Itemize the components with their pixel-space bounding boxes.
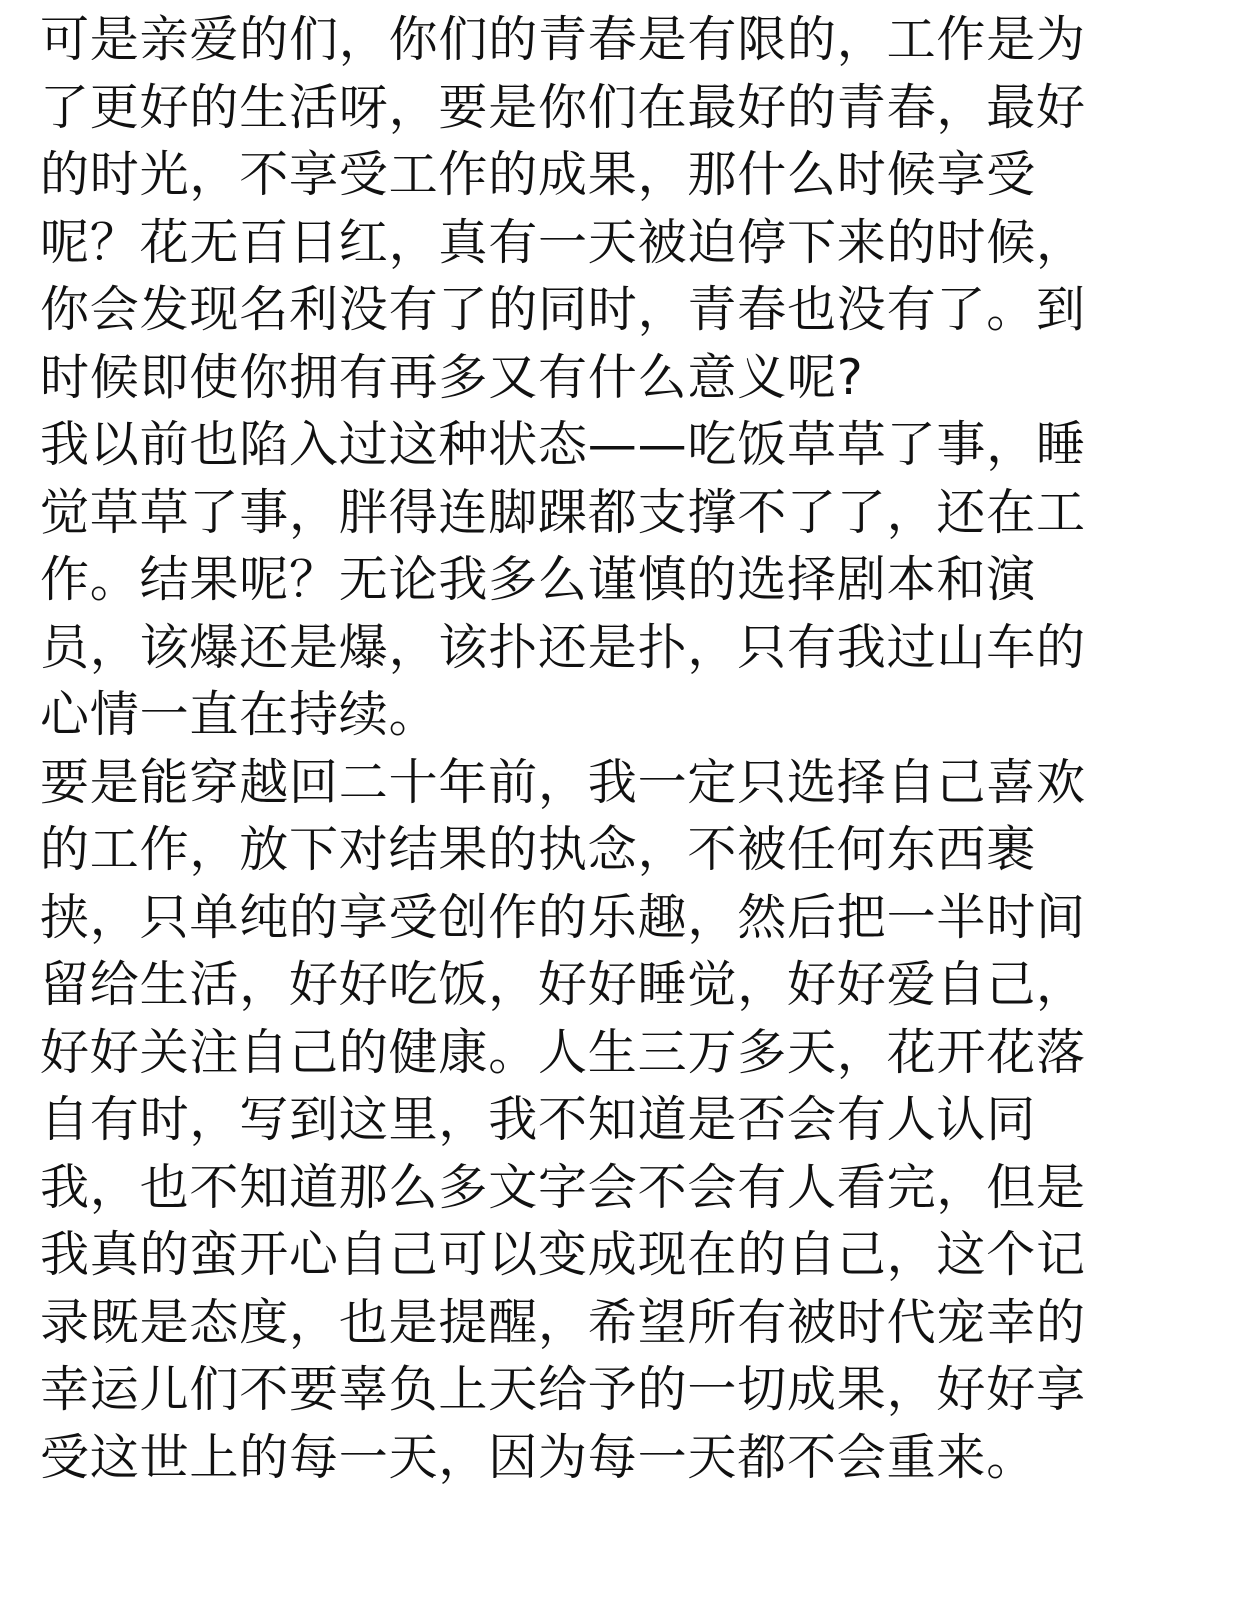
text-line: 我真的蛮开心自己可以变成现在的自己，这个记 [40,1226,1086,1283]
text-line: 作。结果呢？无论我多么谨慎的选择剧本和演 [40,551,1037,608]
text-line: 录既是态度，也是提醒，希望所有被时代宠幸的 [40,1293,1086,1351]
post-body [40,6,1230,1491]
text-line: 我，也不知道那么多文字会不会有人看完，但是 [40,1158,1086,1216]
text-line: 觉草草了事，胖得连脚踝都支撑不了了，还在工 [40,483,1086,541]
text-line: 挟，只单纯的享受创作的乐趣，然后把一半时间 [40,888,1086,946]
text-line: 心情一直在持续。 [40,686,439,743]
text-line: 的时光，不享受工作的成果，那什么时候享受 [40,146,1037,203]
text-line: 可是亲爱的们，你们的青春是有限的，工作是为 [40,11,1086,68]
text-line: 的工作，放下对结果的执念，不被任何东西裹 [40,821,1037,878]
text-line: 时候即使你拥有再多又有什么意义呢? [40,348,864,406]
text-line: 我以前也陷入过这种状态——吃饭草草了事，睡 [40,416,1086,473]
text-line: 留给生活，好好吃饭，好好睡觉，好好爱自己， [40,956,1086,1013]
text-line: 你会发现名利没有了的同时，青春也没有了。到 [40,281,1086,338]
text-line: 受这世上的每一天，因为每一天都不会重来。 [40,1428,1037,1486]
text-line: 要是能穿越回二十年前，我一定只选择自己喜欢 [40,753,1086,811]
text-line: 自有时，写到这里，我不知道是否会有人认同 [40,1091,1037,1148]
text-line: 呢？花无百日红，真有一天被迫停下来的时候， [40,213,1086,271]
text-line: 了更好的生活呀，要是你们在最好的青春，最好 [40,78,1086,136]
text-line: 员，该爆还是爆，该扑还是扑，只有我过山车的 [40,618,1086,676]
text-line: 好好关注自己的健康。人生三万多天，花开花落 [40,1023,1086,1081]
text-line: 幸运儿们不要辜负上天给予的一切成果，好好享 [40,1361,1086,1418]
